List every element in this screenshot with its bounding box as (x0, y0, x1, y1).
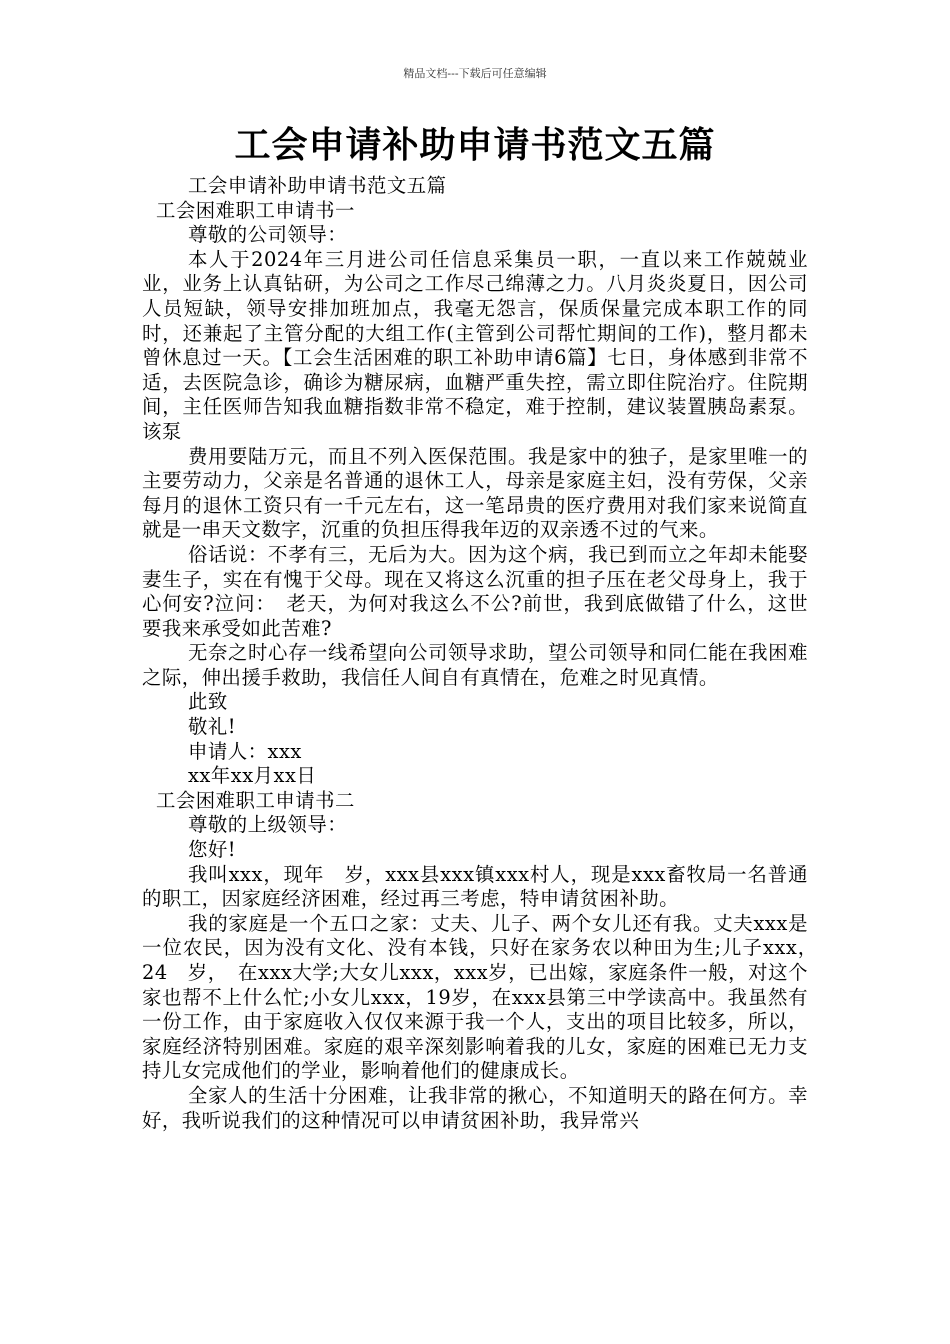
paragraph: 敬礼! (188, 715, 237, 739)
section-heading: 工会困难职工申请书二 (156, 788, 355, 812)
paragraph: 费用要陆万元，而且不列入医保范围。我是家中的独子，是家里唯一的主要劳动力，父亲是名普通的退休工人，母亲是家庭主妇，没有劳保，父亲每月的退休工资只有一千元左右，这一笔昂贵的医疗费用对我们家来说简直就是一串天文数字，沉重的负担压得我年迈的双亲透不过的气来。 (142, 444, 808, 542)
paragraph: 无奈之时心存一线希望向公司领导求助，望公司领导和同仁能在我困难之际，伸出援手救助，我信任人间自有真情在，危难之时见真情。 (142, 641, 808, 689)
paragraph: 您好! (188, 838, 237, 862)
paragraph: 本人于2024年三月进公司任信息采集员一职，一直以来工作兢兢业业，业务上认真钻研，为公司之工作尽己绵薄之力。八月炎炎夏日，因公司人员短缺，领导安排加班加点，我毫无怨言，保质保量完成本职工作的同时，还兼起了主管分配的大组工作(主管到公司帮忙期间的工作)，整月都未曾休息过一天。【工会生活困难的职工补助申请6篇】七日，身体感到非常不适，去医院急诊，确诊为糖尿病，血糖严重失控，需立即住院治疗。住院期间，主任医师告知我血糖指数非常不稳定，难于控制，建议装置胰岛素泵。该泵 (142, 247, 808, 443)
paragraph: 此致 (188, 690, 228, 714)
paragraph: 尊敬的公司领导： (188, 223, 348, 247)
document-body (142, 174, 828, 1133)
paragraph: 工会申请补助申请书范文五篇 (188, 174, 447, 197)
document-title: 工会申请补助申请书范文五篇 (234, 125, 716, 166)
paragraph: 我叫xxx，现年 岁，xxx县xxx镇xxx村人，现是xxx畜牧局一名普通的职工，因家庭经济困难，经过再三考虑，特申请贫困补助。 (142, 862, 808, 911)
paragraph: xx年xx月xx日 (188, 764, 317, 788)
paragraph: 俗话说：不孝有三，无后为大。因为这个病，我已到而立之年却未能娶妻生子，实在有愧于父母。现在又将这么沉重的担子压在老父母身上，我于心何安?泣问： 老天，为何对我这么不公?前世，我到底做错了什么，这世要我来承受如此苦难? (142, 542, 808, 640)
paragraph: 全家人的生活十分困难，让我非常的揪心，不知道明天的路在何方。幸好，我听说我们的这种情况可以申请贫困补助，我异常兴 (142, 1083, 808, 1132)
paragraph: 申请人：xxx (188, 739, 302, 763)
paragraph: 我的家庭是一个五口之家：丈夫、儿子、两个女儿还有我。丈夫xxx是一位农民，因为没有文化、没有本钱，只好在家务农以种田为生;儿子xxx， 24 岁， 在xxx大学;大女儿xxx，xxx岁，已出嫁，家庭条件一般，对这个家也帮不上什么忙;小女儿xxx，19岁，在xxx县第三中学读高中。我虽然有一份工作，由于家庭收入仅仅来源于我一个人，支出的项目比较多，所以，家庭经济特别困难。家庭的艰辛深刻影响着我的儿女，家庭的困难已无力支持儿女完成他们的学业，影响着他们的健康成长。 (142, 911, 828, 1083)
paragraph: 尊敬的上级领导： (188, 813, 348, 837)
header-note: 精品文档---下载后可任意编辑 (403, 67, 547, 80)
section-heading: 工会困难职工申请书一 (156, 198, 355, 222)
